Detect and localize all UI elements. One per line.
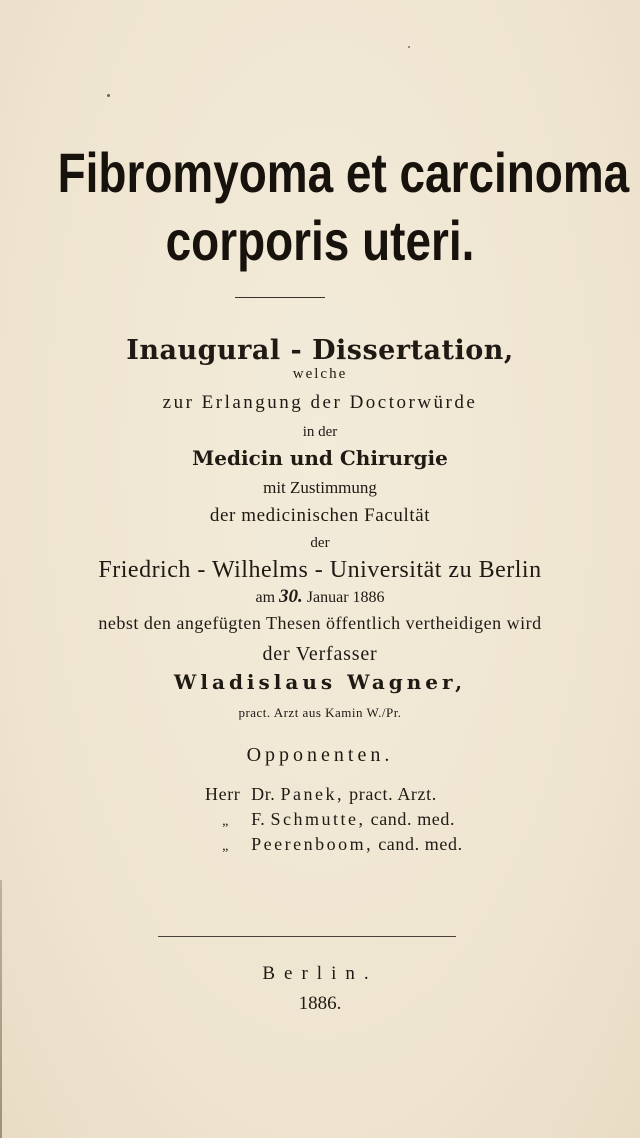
date-prefix: am — [255, 589, 276, 606]
opponent-role: cand. med. — [370, 809, 456, 829]
author-label: der Verfasser — [262, 643, 378, 665]
opponents-heading: Opponenten. — [246, 744, 394, 766]
place-of-publication: Berlin. — [262, 963, 378, 984]
publication-year: 1886. — [298, 993, 342, 1014]
opponent-title: F. — [251, 809, 266, 829]
footer-rule — [158, 936, 456, 937]
theses-text: nebst den angefügten Thesen öffentlich vertheidigen wird — [98, 613, 542, 633]
paper-speck — [107, 94, 110, 97]
opponent-role: pract. Arzt. — [349, 784, 437, 804]
divider-rule — [235, 297, 325, 298]
consent-text: mit Zustimmung — [263, 478, 377, 497]
purpose-text: zur Erlangung der Doctorwürde — [162, 392, 478, 413]
defense-date — [0, 586, 640, 608]
author-name: Wladislaus Wagner, — [173, 670, 467, 694]
title-line-1: Fibromyoma et carcinoma — [57, 141, 630, 204]
der-text: der — [310, 535, 330, 551]
university-name: Friedrich - Wilhelms - Universität zu Berlin — [98, 557, 542, 583]
date-rest: Januar 1886 — [306, 589, 385, 606]
paper-speck — [408, 46, 410, 48]
opponent-role: cand. med. — [378, 834, 463, 854]
opponent-name: Panek, — [280, 784, 345, 804]
welche-text: welche — [292, 366, 348, 382]
opponent-row — [205, 809, 455, 830]
opponent-prefix: Herr — [205, 784, 241, 804]
opponent-name: Peerenboom, — [251, 834, 374, 854]
faculty-text: der medicinischen Facultät — [209, 505, 431, 526]
opponent-prefix: „ — [222, 814, 229, 829]
opponent-name: Schmutte, — [270, 809, 366, 829]
opponent-row — [205, 784, 437, 805]
author-note: pract. Arzt aus Kamin W./Pr. — [238, 705, 402, 720]
date-day: 30. — [279, 586, 303, 607]
opponent-row — [205, 834, 463, 855]
opponent-title: Dr. — [251, 784, 276, 804]
dissertation-heading: Inaugural - Dissertation, — [126, 335, 514, 366]
in-der-text: in der — [302, 424, 338, 440]
opponent-prefix: „ — [222, 839, 229, 854]
title-line-2: corporis uteri. — [165, 209, 475, 272]
faculty-subject: Medicin und Chirurgie — [192, 446, 448, 470]
